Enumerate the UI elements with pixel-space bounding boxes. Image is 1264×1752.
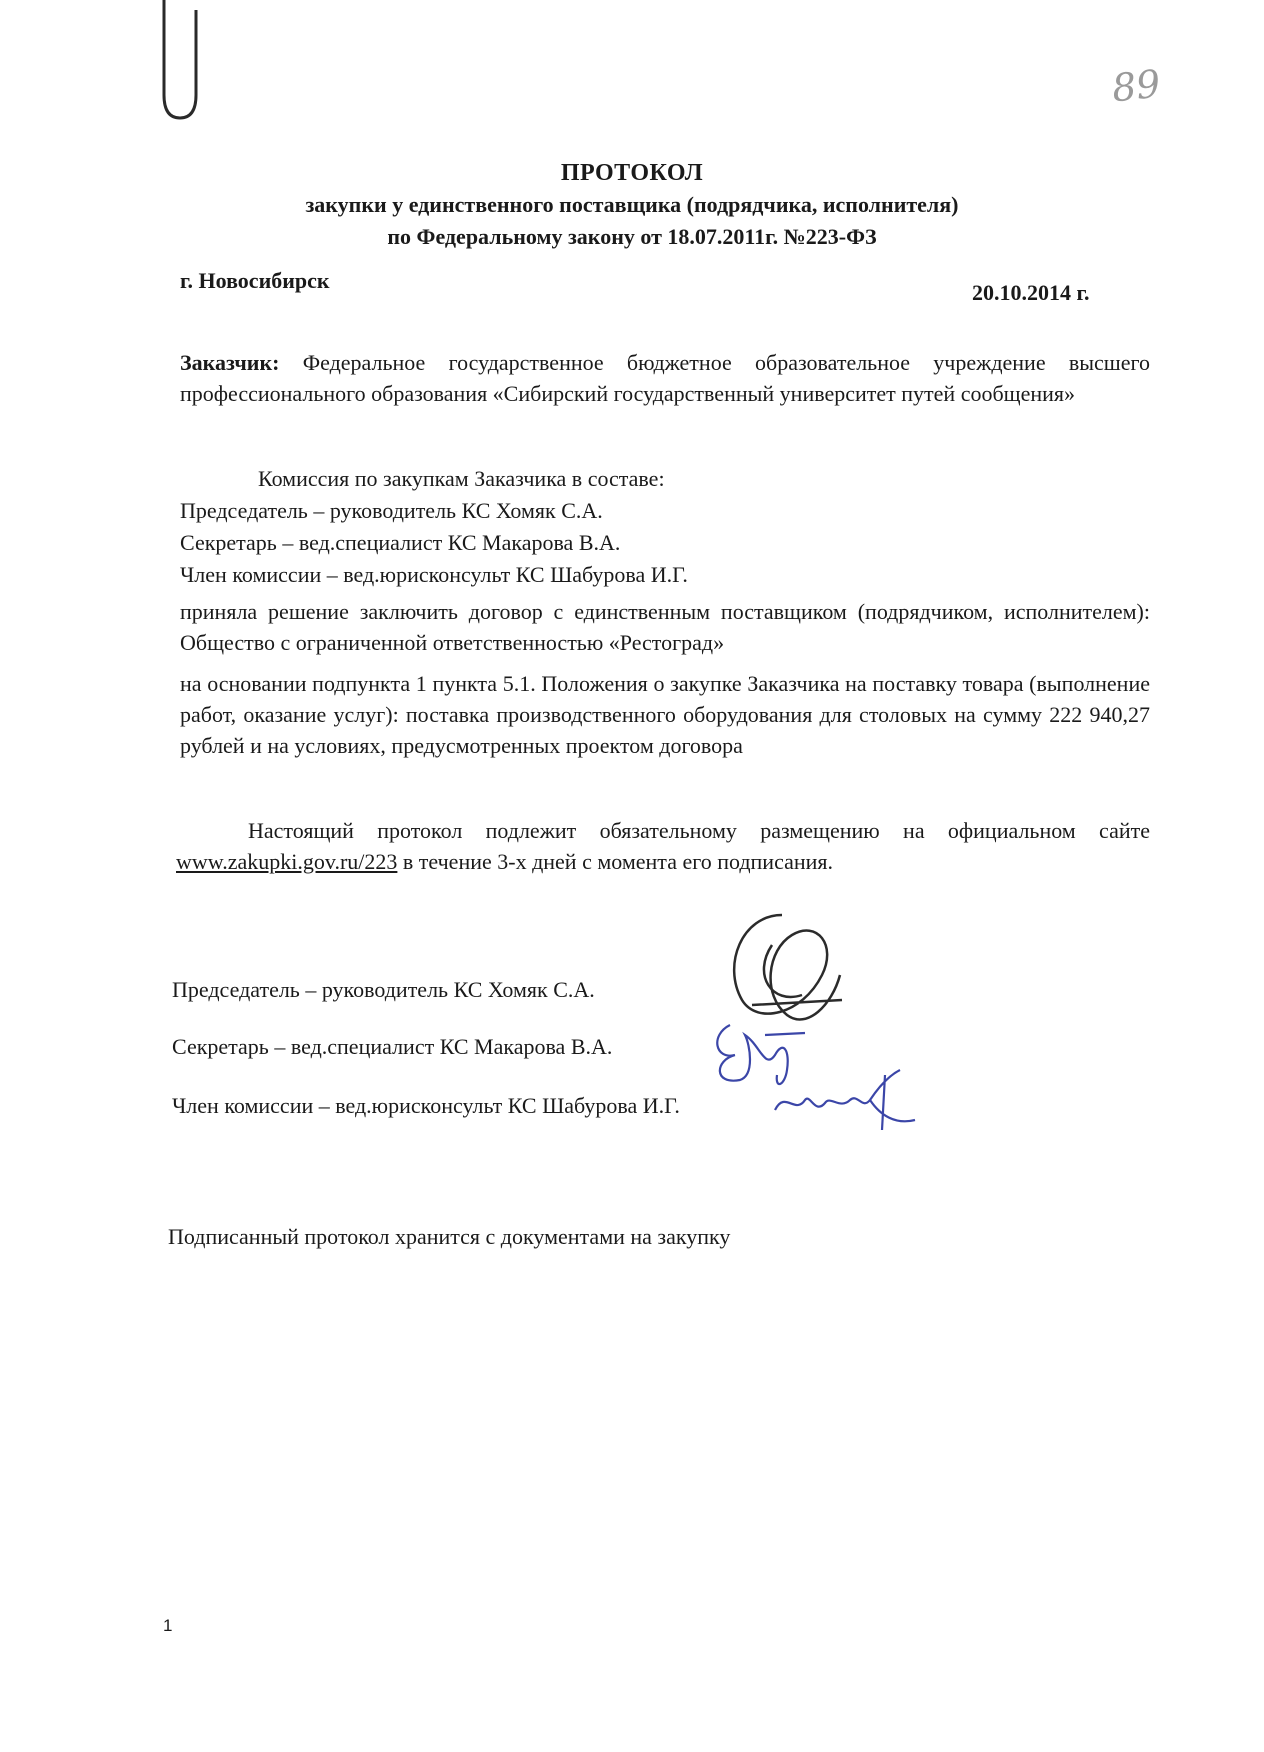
customer-paragraph [180,347,1150,409]
decision-paragraph: приняла решение заключить договор с единственным поставщиком (подрядчиком, исполнителем): Общество с ограниченной ответственностью «Рестоград» [180,599,1150,655]
basis-paragraph: на основании подпункта 1 пункта 5.1. Положения о закупке Заказчика на поставку товара (выполнение работ, оказание услуг): поставка производственного оборудования для столовых на сумму 222 940,27 рублей и на условиях, предусмотренных проектом договора [180,671,1150,758]
paper-clip-icon [150,0,210,130]
document-date: 20.10.2014 г. [972,280,1090,305]
commission-intro: Комиссия по закупкам Заказчика в составе: [258,466,665,491]
document-title: ПРОТОКОЛ [560,160,704,186]
publish-text-before: Настоящий протокол подлежит обязательному размещению на официальном сайте [248,818,1150,843]
customer-text: Федеральное государственное бюджетное образовательное учреждение высшего профессионального образования «Сибирский государственный университет путей сообщения» [180,350,1150,406]
zakupki-link[interactable]: www.zakupki.gov.ru/223 [176,849,398,874]
document-subtitle-2: по Федеральному закону от 18.07.2011г. №223-ФЗ [387,224,877,249]
page-number: 1 [163,1616,173,1635]
signature-line-member: Член комиссии – вед.юрисконсульт КС Шабурова И.Г. [172,1093,680,1118]
commission-member: Секретарь – вед.специалист КС Макарова В.А. [180,530,621,555]
document-subtitle-1: закупки у единственного поставщика (подрядчика, исполнителя) [305,192,959,217]
footer-note: Подписанный протокол хранится с документами на закупку [168,1224,731,1249]
pencil-page-number: 89 [1109,61,1163,111]
signature-line-secretary: Секретарь – вед.специалист КС Макарова В.А. [172,1034,613,1059]
customer-label: Заказчик: [180,350,280,375]
signature-line-chairman: Председатель – руководитель КС Хомяк С.А. [172,977,595,1002]
commission-member: Председатель – руководитель КС Хомяк С.А. [180,498,603,523]
commission-member: Член комиссии – вед.юрисконсульт КС Шабурова И.Г. [180,562,688,587]
publish-text-after: в течение 3-х дней с момента его подписания. [397,849,834,874]
member-signature-icon [770,1055,920,1135]
city: г. Новосибирск [180,268,330,293]
publish-paragraph [176,815,1150,877]
